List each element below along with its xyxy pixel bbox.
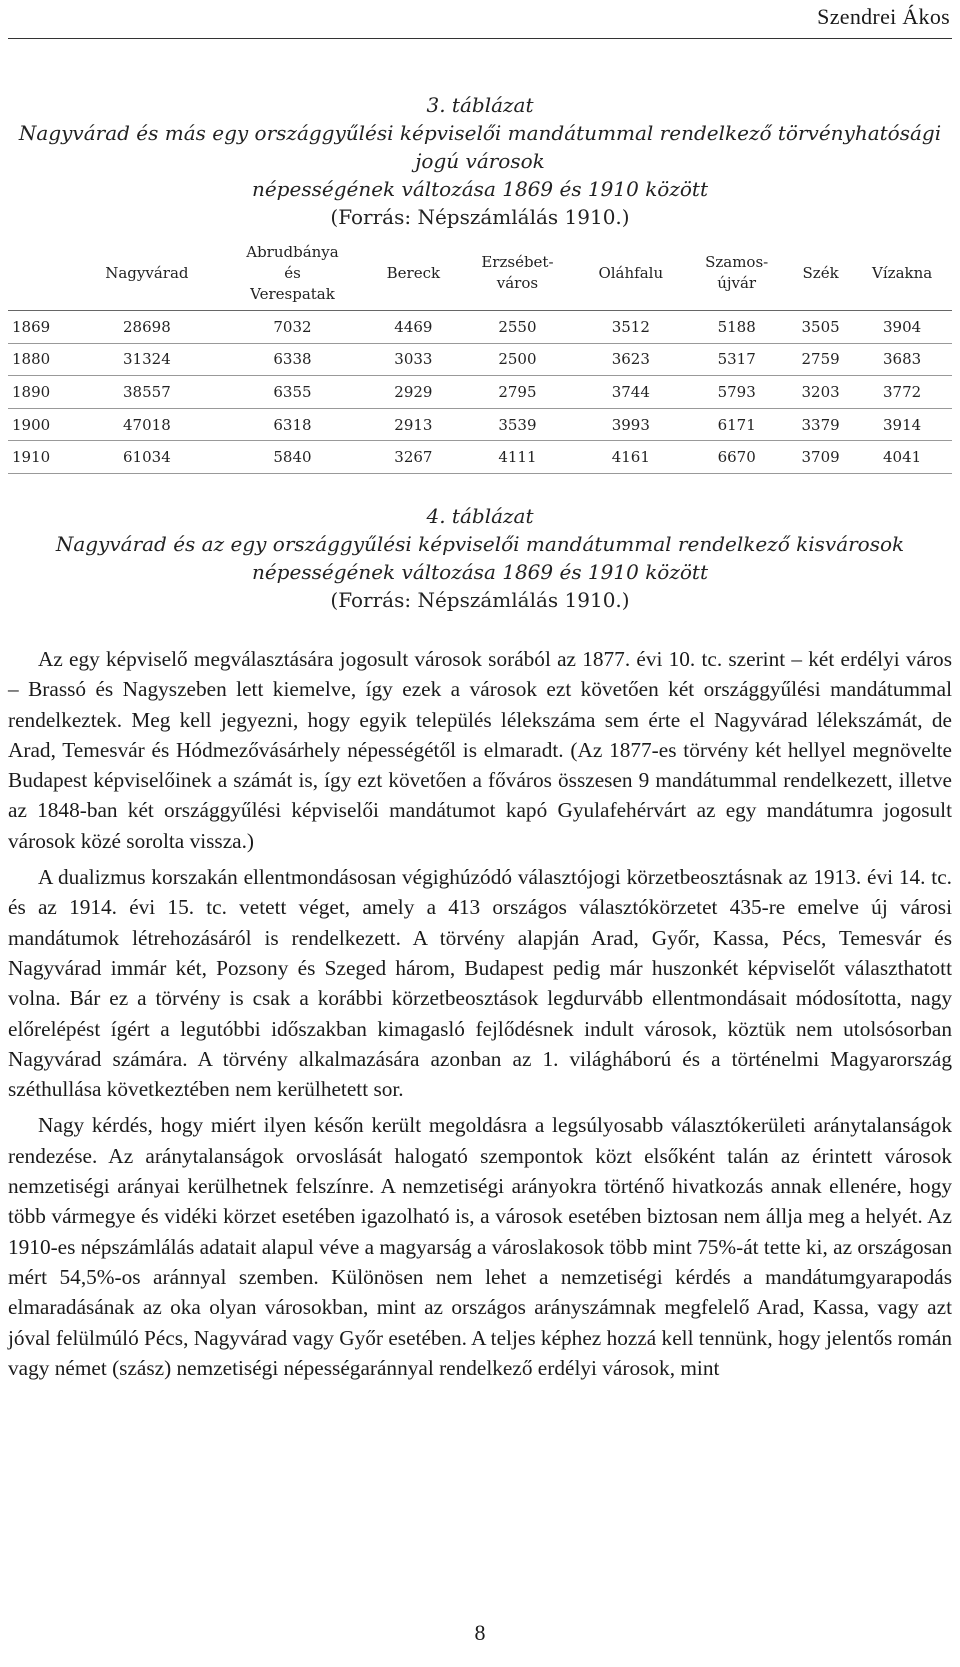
value-cell: 3683: [883, 350, 922, 369]
table4-caption: [0, 502, 960, 614]
year-cell: 1869: [12, 317, 51, 336]
table4-title-line-2: népességének változása 1869 és 1910 között: [251, 560, 709, 584]
value-cell: 3539: [498, 415, 537, 434]
year-cell: 1880: [12, 350, 51, 369]
value-cell: 38557: [123, 382, 171, 401]
table3-label: 3. táblázat: [426, 93, 534, 117]
paragraph: Az egy képviselő megválasztására jogosult városok sorából az 1877. évi 10. tc. szerint – két erdélyi város – Brassó és Nagyszeben lett kiemelve, így ezek a városok ezt követően két országgyűlési mandátummal rendelkeztek. Meg kell jegyezni, hogy egyik település lélekszáma sem érte el Nagyvárad lélekszámát, de Arad, Temesvár és Hódmezővásárhely népességétől is elmaradt. (Az 1877-es törvény két hellyel megnövelte Budapest képviselőinek a számát is, így ezt követően a főváros összesen 9 mandátummal rendelkezett, illetve az 1848-ban két országgyűlési képviselői mandátumot kapó Gyulafehérvárt az egy mandátumra jogosult városok közé sorolta vissza.): [8, 647, 952, 853]
value-cell: 5188: [717, 317, 756, 336]
body-text: [8, 644, 952, 1389]
table-row: [8, 311, 952, 344]
value-cell: 4111: [498, 448, 537, 467]
value-cell: 47018: [123, 415, 171, 434]
table3-title-line-2: népességének változása 1869 és 1910 között: [251, 177, 709, 201]
paragraph: A dualizmus korszakán ellentmondásosan végighúzódó választójogi körzetbeosztásnak az 1913. évi 14. tc. és az 1914. évi 15. tc. vetett véget, amely a 413 országos választókörzetet 435-re emelve új városi mandátumok létrehozásáról is rendelkezett. A törvény alapján Arad, Győr, Kassa, Pécs, Temesvár és Nagyvárad immár két, Pozsony és Szeged három, Budapest pedig már huszonkét képviselőt választhatott volna. Bár ez a törvény is csak a korábbi körzetbeosztások legdurvább ellentmondásait módosította, nagy előrelépést ígért a legutóbbi időszakban kimagasló fejlődésnek indult városok, köztük nem utolsósorban Nagyvárad számára. A törvény alkalmazására azonban az 1. világháború és a történelmi Magyarország széthullása következtében nem kerülhetett sor.: [8, 865, 952, 1102]
column-header: Vízakna: [872, 263, 933, 282]
value-cell: 2550: [498, 317, 537, 336]
value-cell: 28698: [123, 317, 171, 336]
column-header: Erzsébet- város: [481, 253, 554, 292]
value-cell: 6338: [273, 350, 312, 369]
value-cell: 31324: [123, 350, 171, 369]
running-head-title: Szendrei Ákos: [817, 4, 950, 29]
table-header-row: [8, 236, 952, 311]
value-cell: 3033: [394, 350, 433, 369]
value-cell: 5793: [717, 382, 756, 401]
year-cell: 1910: [12, 448, 51, 467]
header-divider: [8, 38, 952, 39]
column-header: Oláhfalu: [598, 263, 664, 282]
table3-title-line-1: Nagyvárad és más egy országgyűlési képviselői mandátummal rendelkező törvényhatósági jogú városok: [18, 121, 942, 173]
value-cell: 4161: [611, 448, 650, 467]
column-header: Bereck: [386, 263, 441, 282]
value-cell: 6318: [273, 415, 312, 434]
value-cell: 2913: [394, 415, 433, 434]
value-cell: 6670: [717, 448, 756, 467]
value-cell: 3379: [801, 415, 840, 434]
corner-cell: [8, 236, 78, 311]
value-cell: 4041: [883, 448, 922, 467]
value-cell: 3709: [801, 448, 840, 467]
value-cell: 7032: [273, 317, 312, 336]
table-row: [8, 441, 952, 474]
column-header: Szék: [802, 263, 839, 282]
value-cell: 5840: [273, 448, 312, 467]
table4-source: (Forrás: Népszámlálás 1910.): [330, 588, 630, 612]
year-cell: 1900: [12, 415, 51, 434]
value-cell: 3772: [883, 382, 922, 401]
value-cell: 3203: [801, 382, 840, 401]
population-table: [8, 236, 952, 474]
column-header: Abrudbánya és Verespatak: [246, 242, 339, 303]
value-cell: 2500: [498, 350, 537, 369]
value-cell: 5317: [717, 350, 756, 369]
year-cell: 1890: [12, 382, 51, 401]
table3-caption: [0, 91, 960, 231]
table-row: [8, 376, 952, 409]
value-cell: 3914: [883, 415, 922, 434]
value-cell: 2795: [498, 382, 537, 401]
value-cell: 2929: [394, 382, 433, 401]
table4-label: 4. táblázat: [426, 504, 534, 528]
value-cell: 3623: [611, 350, 650, 369]
value-cell: 4469: [394, 317, 433, 336]
value-cell: 6171: [717, 415, 756, 434]
value-cell: 3512: [611, 317, 650, 336]
column-header: Szamos- újvár: [705, 253, 769, 292]
column-header: Nagyvárad: [105, 263, 189, 282]
value-cell: 3744: [611, 382, 650, 401]
table3-source: (Forrás: Népszámlálás 1910.): [330, 205, 630, 229]
value-cell: 3904: [883, 317, 922, 336]
value-cell: 3267: [394, 448, 433, 467]
page-number: 8: [474, 1620, 486, 1645]
value-cell: 61034: [123, 448, 171, 467]
table-row: [8, 408, 952, 441]
table-row: [8, 343, 952, 376]
paragraph: Nagy kérdés, hogy miért ilyen későn került megoldásra a legsúlyosabb választókerületi aránytalanságok rendezése. Az aránytalanságok orvoslását halogató szempontok közt elsőként talán az érintett városok nemzetiségi arányai kerülhetnek felszínre. A nemzetiségi arányokra történő hivatkozás annak ellenére, hogy több vármegye és vidéki körzet esetében igazolható is, a városok esetében biztosan nem állja meg a helyét. Az 1910-es népszámlálás adatait alapul véve a magyarság a városlakosok több mint 75%-át tette ki, az országosan mért 54,5%-os aránnyal szemben. Különösen nem lehet a nemzetiségi kérdés a mandátumgyarapodás elmaradásának az oka olyan városokban, mint az országos arányszámnak megfelelő Arad, Kassa, vagy azt jóval felülmúló Pécs, Nagyvárad vagy Győr esetében. A teljes képhez hozzá kell tennünk, hogy jelentős román vagy német (szász) nemzetiségi népességaránnyal rendelkező erdélyi városok, mint: [8, 1113, 952, 1380]
value-cell: 6355: [273, 382, 312, 401]
value-cell: 3505: [801, 317, 840, 336]
value-cell: 2759: [801, 350, 840, 369]
table4-title-line-1: Nagyvárad és az egy országgyűlési képviselői mandátummal rendelkező kisvárosok: [55, 532, 905, 556]
value-cell: 3993: [611, 415, 650, 434]
